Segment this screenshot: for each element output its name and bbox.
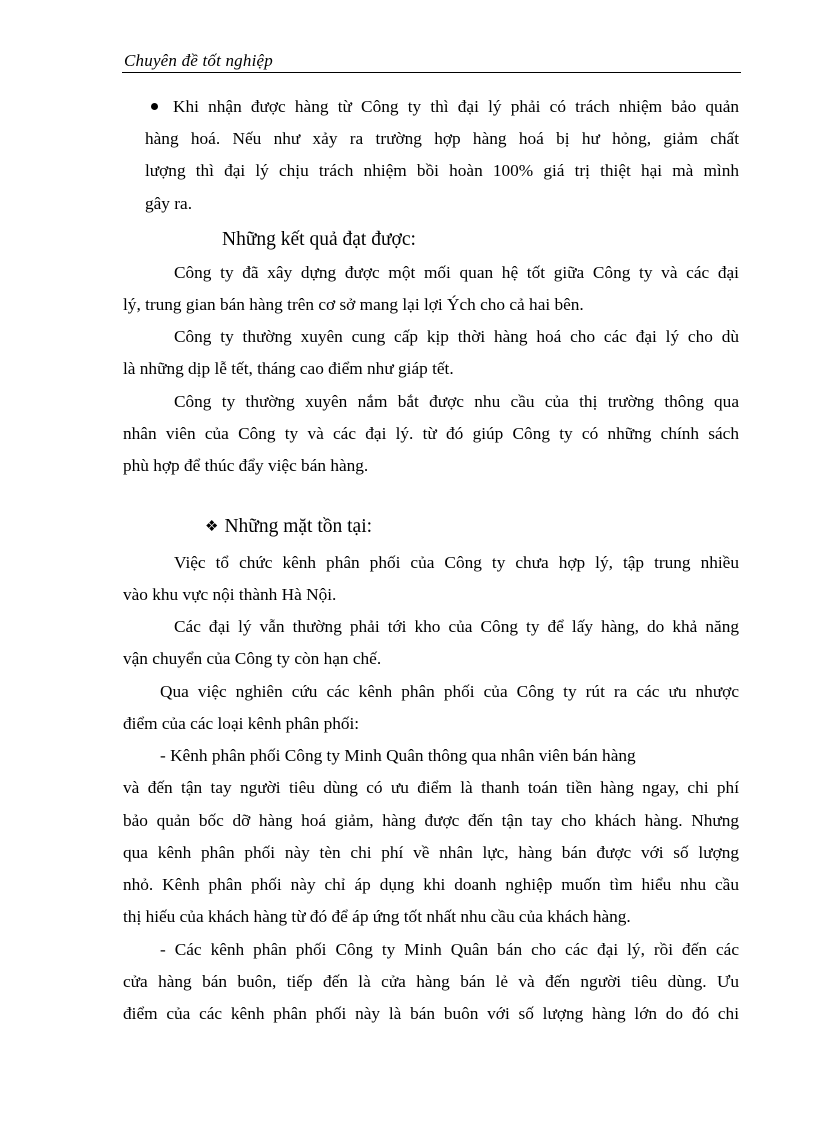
issues-p5-line-1: - Các kênh phân phối Công ty Minh Quân bán cho các đại lý, rồi đến các xyxy=(160,940,739,959)
issues-p4-line-1: - Kênh phân phối Công ty Minh Quân thông qua nhân viên bán hàng xyxy=(160,746,636,765)
bullet1-line-1: Khi nhận được hàng từ Công ty thì đại lý phải có trách nhiệm bảo quản xyxy=(173,97,739,116)
issues-p4-line-6: thị hiếu của khách hàng từ đó để áp ứng tốt nhất nhu cầu của khách hàng. xyxy=(123,907,631,926)
diamond-bullet-icon: ❖ xyxy=(205,519,219,535)
page-header xyxy=(122,50,741,73)
results-p2-line-2: là những dịp lễ tết, tháng cao điểm như giáp tết. xyxy=(123,359,454,378)
bullet1-line-3: lượng thì đại lý chịu trách nhiệm bồi hoàn 100% giá trị thiệt hại mà mình xyxy=(145,161,739,180)
results-p1-line-2: lý, trung gian bán hàng trên cơ sở mang lại lợi Ých cho cả hai bên. xyxy=(123,295,584,314)
issues-p5-line-2: cửa hàng bán buôn, tiếp đến là cửa hàng bán lẻ và đến người tiêu dùng. Ưu xyxy=(123,972,739,991)
issues-p4-line-2: và đến tận tay người tiêu dùng có ưu điểm là thanh toán tiền hàng ngay, chi phí xyxy=(123,778,739,797)
issues-heading-row xyxy=(205,514,372,541)
issues-p3-line-1: Qua việc nghiên cứu các kênh phân phối của Công ty rút ra các ưu nhược xyxy=(160,682,739,701)
issues-p5-line-3: điểm của các kênh phân phối này là bán buôn với số lượng hàng lớn do đó chi xyxy=(123,1004,739,1023)
issues-p1-line-2: vào khu vực nội thành Hà Nội. xyxy=(123,585,337,604)
issues-p4-line-3: bảo quản bốc dỡ hàng hoá giảm, hàng được đến tận tay cho khách hàng. Nhưng xyxy=(123,811,739,830)
results-heading: Những kết quả đạt được: xyxy=(222,229,416,250)
results-p1-line-1: Công ty đã xây dựng được một mối quan hệ tốt giữa Công ty và các đại xyxy=(174,263,739,282)
results-p3-line-1: Công ty thường xuyên nắm bắt được nhu cầu của thị trường thông qua xyxy=(174,392,739,411)
bullet1-line-4: gây ra. xyxy=(145,194,193,213)
results-p2-line-1: Công ty thường xuyên cung cấp kịp thời hàng hoá cho các đại lý cho dù xyxy=(174,327,739,346)
issues-p4-line-4: qua kênh phân phối này tèn chi phí về nhân lực, hàng bán được với số lượng xyxy=(123,843,739,862)
issues-p1-line-1: Việc tổ chức kênh phân phối của Công ty chưa hợp lý, tập trung nhiều xyxy=(174,553,739,572)
results-p3-line-2: nhân viên của Công ty và các đại lý. từ đó giúp Công ty có những chính sách xyxy=(123,424,739,443)
issues-heading: Những mặt tồn tại: xyxy=(224,516,373,537)
issues-p4-line-5: nhỏ. Kênh phân phối này chỉ áp dụng khi doanh nghiệp muốn tìm hiểu nhu cầu xyxy=(123,875,739,894)
bullet-icon xyxy=(151,103,158,110)
results-p3-line-3: phù hợp để thúc đẩy việc bán hàng. xyxy=(123,456,369,475)
bullet1-line-2: hàng hoá. Nếu như xảy ra trường hợp hàng hoá bị hư hỏng, giảm chất xyxy=(145,129,739,148)
issues-p2-line-1: Các đại lý vẫn thường phải tới kho của Công ty để lấy hàng, do khả năng xyxy=(174,617,739,636)
header-title: Chuyên đề tốt nghiệp xyxy=(124,51,273,70)
issues-p3-line-2: điểm của các loại kênh phân phối: xyxy=(123,714,360,733)
issues-p2-line-2: vận chuyển của Công ty còn hạn chế. xyxy=(123,649,382,668)
